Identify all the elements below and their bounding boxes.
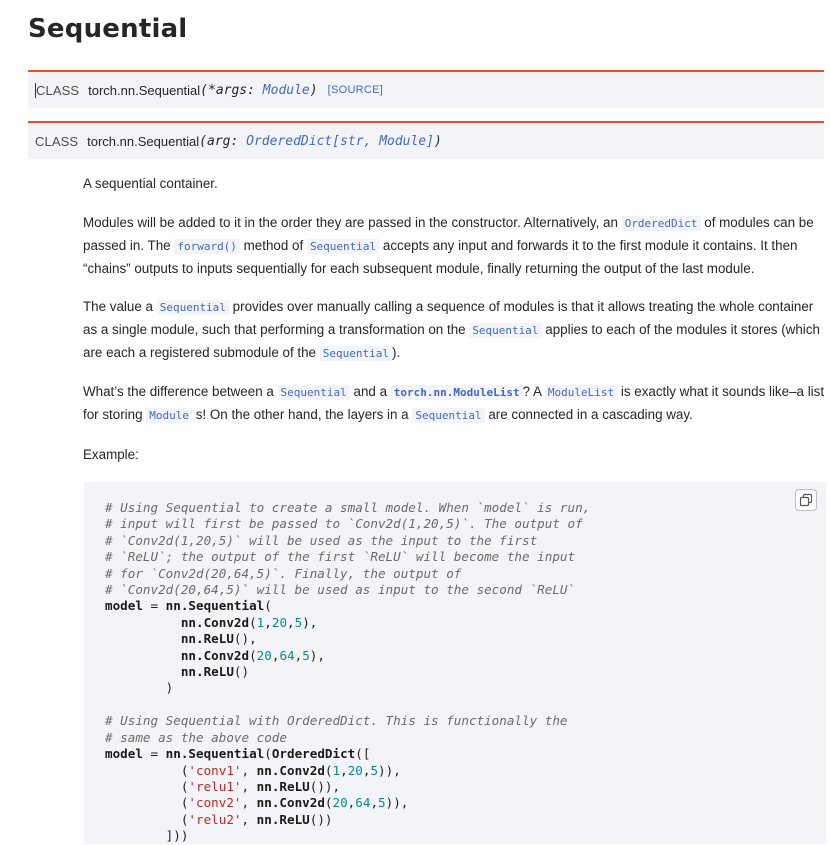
text: is exactly what it sounds like–a list for storing [83,384,825,422]
code-num: 64 [279,647,295,663]
class-name: torch.nn.Sequential [87,133,200,149]
description-para4 [83,381,825,427]
text: of modules can be passed in. The [83,215,814,253]
example-label-text: Example: [83,447,139,462]
example-label [83,444,825,466]
param-type-link[interactable]: Module [262,82,310,98]
inline-code: OrderedDict [622,216,701,231]
param-colon: : [230,133,247,149]
text: and a [349,384,391,399]
description-para3 [83,296,825,365]
modulelist-link[interactable] [391,384,523,399]
code-num: 5 [370,762,379,778]
description-para2 [83,212,825,280]
code-num: 1 [256,614,265,630]
code-num: 1 [332,762,341,778]
inline-code: Sequential [469,323,541,338]
code-string: 'relu2' [188,811,242,827]
code-comment: # `Conv2d(20,64,5)` will be used as input to the second `ReLU` [105,582,576,598]
code-num: 5 [302,647,310,663]
code-call: nn.ReLU [256,811,310,827]
class-params [199,134,442,149]
code-num: 20 [332,795,348,811]
inline-code: Sequential [307,239,379,254]
class-keyword: CLASS [35,133,79,149]
inline-code: Sequential [412,408,484,423]
code-op: = [142,598,166,614]
paren-close: ) [309,82,318,98]
inline-code: Sequential [320,346,392,361]
text: ). [391,345,401,360]
type-comma: , [363,133,380,149]
text: are connected in a cascading way. [484,407,693,422]
class-keyword: CLASS [36,82,80,98]
code-num: 20 [256,647,272,663]
code-call: nn.Sequential [165,746,265,762]
inline-code: Module [146,408,192,423]
code-comment: # Using Sequential with OrderedDict. This is functionally the [105,713,568,729]
code-string: 'relu1' [188,778,242,794]
class-name: torch.nn.Sequential [88,82,201,98]
description-para1 [83,173,825,195]
code-call: nn.ReLU [180,631,234,647]
paragraph-text: A sequential container. [83,176,218,191]
text: s! On the other hand, the layers in a [192,407,413,422]
source-link[interactable]: [SOURCE] [327,84,384,96]
code-comment: # `Conv2d(1,20,5)` will be used as the input to the first [105,532,538,548]
code-content: # Using Sequential to create a small model. When `model` is run, # input will first be passed to `Conv2d(1,20,5)`. The output of # `Conv2d(1,20,5)` will be used as the input to the first # `ReLU`; the output of the first `ReLU` will become the input # for `Conv2d(20,64,5)`. Finally, the output of # `Conv2d(20,64,5)` will be used as input to the second `ReLU` model = nn.Sequential( nn.Conv2d(1,20,5), nn.ReLU(), nn.Conv2d(20,64,5), nn.ReLU() ) # Using Sequential with OrderedDict. This is functionally the # same as the above code model = nn.Sequential(OrderedDict([ ('conv1', nn.Conv2d(1,20,5)), ('relu1', nn.ReLU()), ('conv2', nn.Conv2d(20,64,5)), ('relu2', nn.ReLU()) ])) [105,500,591,844]
code-string: 'conv2' [188,795,242,811]
paren-open: ( [199,133,207,149]
code-num: 20 [271,614,288,630]
param-colon: : [247,82,263,98]
code-num: 20 [347,762,363,778]
text: method of [239,238,307,253]
paren-close: ) [434,133,442,149]
class-params [200,83,317,98]
code-call: nn.Conv2d [180,647,250,663]
bracket-close: ] [426,133,434,149]
inline-code-link[interactable]: torch.nn.ModuleList [391,385,523,400]
code-comment: # for `Conv2d(20,64,5)`. Finally, the output of [105,565,462,581]
code-num: 64 [355,795,371,811]
code-comment: # `ReLU`; the output of the first `ReLU` will become the input [105,549,576,565]
param-name: *args [208,82,248,98]
inline-code: Sequential [278,385,350,400]
code-var: model [105,598,143,614]
code-call: OrderedDict [271,746,356,762]
code-var: model [105,746,143,762]
text: provides over manually calling a sequence of modules is that it allows treating the whole container as a single module, such that performing a transformation on the [83,299,814,337]
code-call: nn.ReLU [180,664,234,680]
paren-open: ( [200,82,208,98]
inline-code: forward() [174,239,240,254]
copy-icon [799,493,813,507]
text: ? A [522,384,545,399]
code-string: 'conv1' [188,762,242,778]
code-num: 5 [378,795,386,811]
code-call: nn.Conv2d [180,614,250,630]
text: applies to each of the modules it stores (which are each a registered submodule of the [83,322,820,360]
param-name: arg [207,133,231,149]
text: accepts any input and forwards it to the first module it contains. It then “chains” outputs to inputs sequentially for each subsequent module, finally returning the output of the last module. [83,238,798,276]
text: Modules will be added to it in the order they are passed in the constructor. Alternatively, an [83,215,622,230]
code-op: = [142,746,166,762]
bracket-open: [ [332,133,341,149]
text: What’s the difference between a [83,384,278,399]
text: The value a [83,299,157,314]
code-block[interactable] [84,482,826,844]
param-type-link[interactable]: str [340,133,364,149]
page-title: Sequential [28,14,188,44]
code-call: nn.Conv2d [256,762,325,778]
code-comment: # input will first be passed to `Conv2d(1,20,5)`. The output of [105,516,583,532]
class-signature-ordereddict [28,121,824,159]
code-call: nn.ReLU [256,778,310,794]
code-num: 5 [294,614,303,630]
code-call: nn.Sequential [165,598,265,614]
code-comment: # Using Sequential to create a small model. When `model` is run, [105,500,591,515]
code-call: nn.Conv2d [256,795,325,811]
inline-code: Sequential [157,300,229,315]
class-signature-args [28,70,824,108]
inline-code: ModuleList [545,385,617,400]
param-type-link[interactable]: OrderedDict [246,133,333,149]
copy-button[interactable] [795,489,817,511]
param-type-link[interactable]: Module [379,133,427,149]
code-comment: # same as the above code [105,729,287,745]
